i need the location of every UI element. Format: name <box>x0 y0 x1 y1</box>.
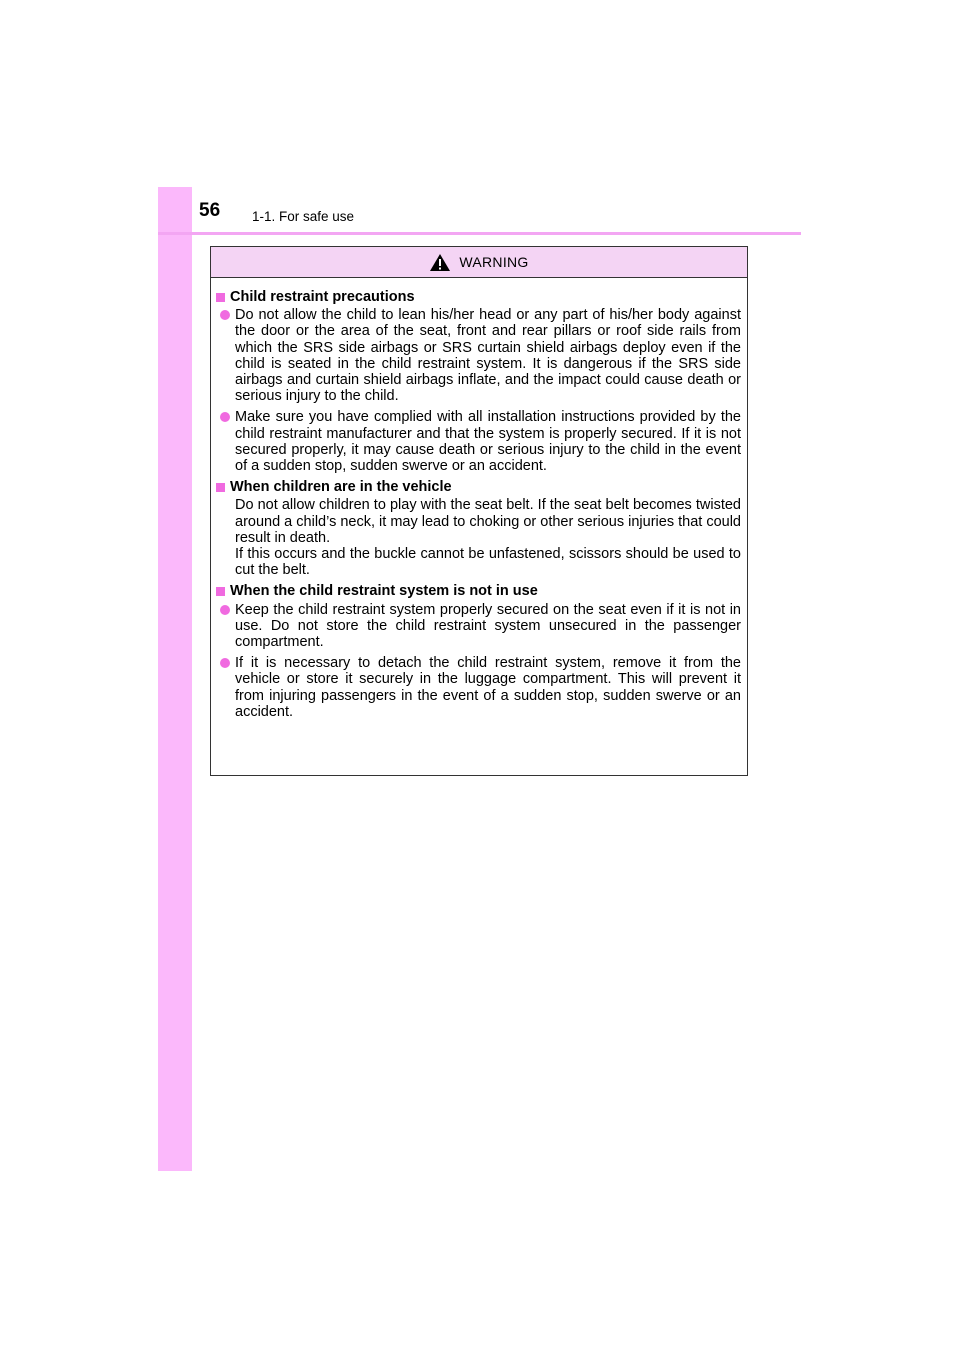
section-restraint-not-in-use <box>216 583 741 720</box>
section-child-restraint-precautions <box>216 289 741 474</box>
section-title: Child restraint precautions <box>230 289 415 305</box>
section-title: 1-1. For safe use <box>252 209 355 224</box>
section-paragraphs <box>216 497 741 578</box>
section-children-in-vehicle <box>216 479 741 578</box>
warning-header <box>211 247 747 278</box>
warning-triangle-icon <box>429 253 451 272</box>
page-number: 56 <box>199 200 221 221</box>
bullet-item <box>216 655 741 720</box>
warning-label: WARNING <box>459 254 529 270</box>
bullet-text: If it is necessary to detach the child restraint system, remove it from the vehicle or store it securely in the luggage compartment. This will prevent it from injuring passengers in the event of a sudden stop, sudden swerve or an accident. <box>235 655 741 720</box>
bullet-text: Make sure you have complied with all installation instructions provided by the child restraint manufacturer and that the system is properly secured. If it is not secured properly, it may cause death or serious injury to the child in the event of a sudden stop, sudden swerve or an accident. <box>235 409 741 475</box>
header-rule <box>158 232 801 235</box>
warning-content <box>211 278 747 720</box>
section-square-icon <box>216 587 225 596</box>
section-title: When children are in the vehicle <box>230 479 452 496</box>
bullet-dot-icon <box>220 605 230 615</box>
bullet-dot-icon <box>220 412 230 422</box>
section-square-icon <box>216 483 225 492</box>
bullet-text: Keep the child restraint system properly secured on the seat even if it is not in use. Do not store the child restraint system unsecured in the passenger compartment. <box>235 601 741 651</box>
paragraph: If this occurs and the buckle cannot be unfastened, scissors should be used to cut the belt. <box>235 546 741 579</box>
section-square-icon <box>216 293 225 302</box>
bullet-dot-icon <box>220 310 230 320</box>
bullet-dot-icon <box>220 658 230 668</box>
bullet-item <box>216 602 741 651</box>
bullet-item <box>216 307 741 404</box>
warning-box <box>210 246 748 776</box>
bullet-text: Do not allow the child to lean his/her head or any part of his/her body against the door or the area of the seat, front and rear pillars or roof side rails from which the SRS side airbags or SRS curtain shield airbags deploy even if the child is seated in the child restraint system. It is dangerous if the SRS side airbags and curtain shield airbags inflate, and the impact could cause death or serious injury to the child. <box>235 307 741 405</box>
section-title: When the child restraint system is not in use <box>230 583 538 600</box>
paragraph: Do not allow children to play with the seat belt. If the seat belt becomes twisted around a child’s neck, it may lead to choking or other serious injuries that could result in death. <box>235 497 741 546</box>
chapter-side-tab <box>158 187 192 1171</box>
bullet-item <box>216 409 741 474</box>
